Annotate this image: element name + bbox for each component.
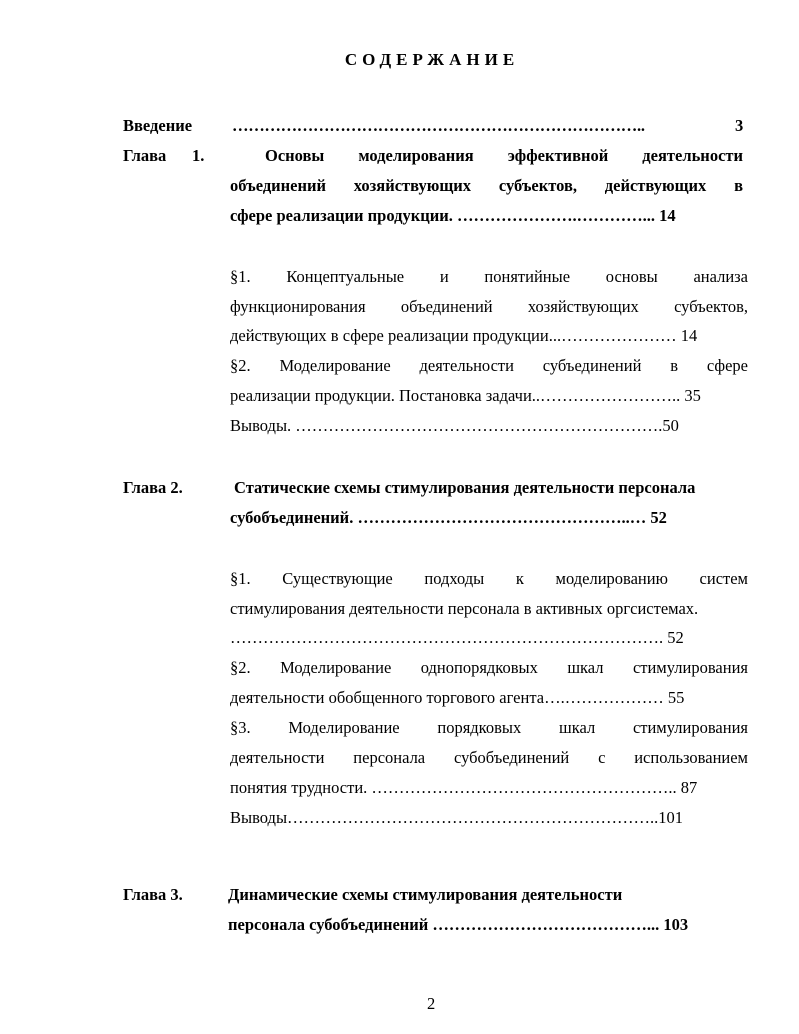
chapter-3-label: Глава 3. xyxy=(123,885,183,904)
ch1-section-2-line2: реализации продукции. Постановка задачи..…………………….. 35 xyxy=(230,386,701,405)
ch2-section-3-line3: понятия трудности. ……………………………………………….. 87 xyxy=(230,778,698,797)
chapter-1-title-line2: объединений хозяйствующих субъектов, действующих в xyxy=(230,176,743,195)
toc-title: СОДЕРЖАНИЕ xyxy=(344,50,520,69)
chapter-3-title-line1: Динамические схемы стимулирования деятельности xyxy=(228,885,623,904)
ch2-section-1-line1: §1. Существующие подходы к моделированию систем xyxy=(230,569,748,588)
intro-page: 3 xyxy=(735,116,744,135)
chapter-2-title-line2: субобъединений. …………………………………………..… 52 xyxy=(230,508,667,527)
chapter-1-number: 1. xyxy=(192,146,205,165)
chapter-1-label: Глава xyxy=(123,146,167,165)
chapter-2-label: Глава 2. xyxy=(123,478,183,497)
ch1-section-1-line2: функционирования объединений хозяйствующих субъектов, xyxy=(230,297,748,316)
ch2-section-3-line2: деятельности персонала субобъединений с использованием xyxy=(230,748,748,767)
ch2-section-2-line2: деятельности обобщенного торгового агента….……………… 55 xyxy=(230,688,685,707)
ch2-section-2-line1: §2. Моделирование однопорядковых шкал стимулирования xyxy=(230,658,748,677)
ch1-section-2-line1: §2. Моделирование деятельности субъединений в сфере xyxy=(230,356,748,375)
ch2-section-3-line1: §3. Моделирование порядковых шкал стимулирования xyxy=(230,718,748,737)
chapter-1-title-line1: Основы моделирования эффективной деятельности xyxy=(265,146,743,165)
ch2-conclusions: Выводы…………………………………………………………..101 xyxy=(230,808,684,827)
intro-label: Введение xyxy=(123,116,193,135)
page-number: 2 xyxy=(427,994,436,1013)
ch2-section-1-line2: стимулирования деятельности персонала в активных оргсистемах. xyxy=(230,599,699,618)
ch1-section-1-line3: действующих в сфере реализации продукции...………………… 14 xyxy=(230,326,698,345)
ch1-conclusions: Выводы. ………………………………………………………….50 xyxy=(230,416,679,435)
chapter-1-title-line3: сфере реализации продукции. ………………….…………... 14 xyxy=(230,206,676,225)
chapter-3-title-line2: персонала субобъединений …………………………………... 103 xyxy=(228,915,689,934)
ch1-section-1-line1: §1. Концептуальные и понятийные основы анализа xyxy=(230,267,748,286)
chapter-2-title-line1: Статические схемы стимулирования деятельности персонала xyxy=(234,478,696,497)
ch2-section-1-line3: ……………………………………………………………………. 52 xyxy=(230,628,684,647)
intro-dots: ………………………………………………………………….. xyxy=(232,116,645,135)
